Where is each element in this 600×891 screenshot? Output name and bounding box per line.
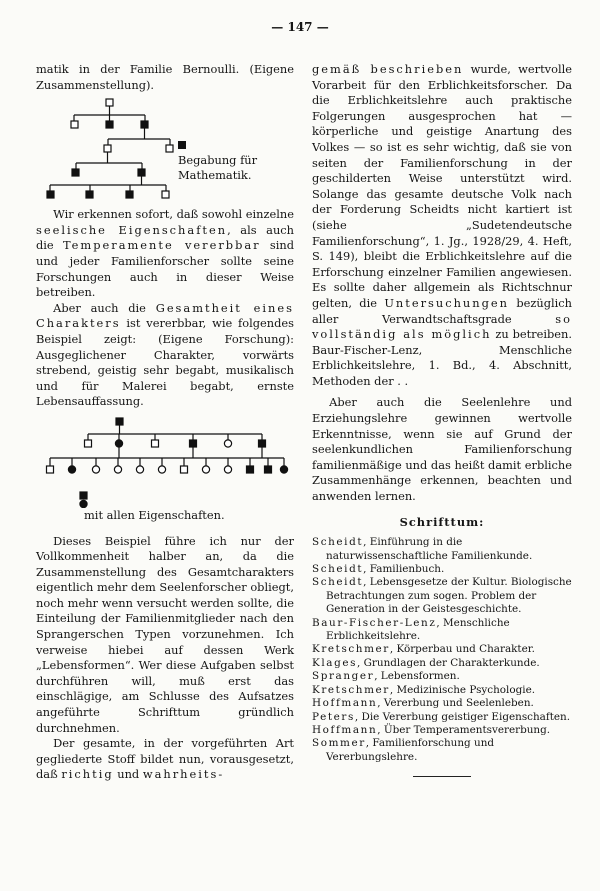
bibliography-entry [312, 711, 572, 724]
bibliography-entry [312, 697, 572, 710]
bibliography-title: , Familienforschung und Vererbungslehre. [326, 737, 495, 763]
legend-text: mit allen Eigenschaften. [84, 507, 225, 522]
paragraph-bernoulli-caption: matik in der Familie Bernoulli. (Eigene Zusammenstellung). [36, 62, 294, 92]
pedigree-bernoulli [36, 97, 294, 207]
bibliography-entry [312, 643, 572, 656]
paragraph-psychology: Aber auch die Seelenlehre und Erziehungslehre gewinnen wertvolle Erkenntnisse, wenn sie auf Grund der seelenkundlichen Familienforschung familienmäßige und das heißt damit erbliche Zusammenhänge erkennen, beachten und anwenden lernen. [312, 395, 572, 504]
paragraph-heredity-research: gemäß beschrieben wurde, wertvolle Vorarbeit für den Erblichkeitsforscher. Da die Erblichkeitslehre auch praktische Folgerungen ausgesprochen hat — körperliche und geistige Anartung des Volkes — so ist es sehr wichtig, daß sie von seiten der Familienforschung in der geschilderten Weise unterstützt wird. Solange das gesamte deutsche Volk nach der Forderung Scheidts nicht kartiert ist (siehe „Sudetendeutsche Familienforschung“, 1. Jg., 1928/29, 4. Heft, S. 149), bleibt die Erblichkeitslehre auf die Erforschung einzelner Familien angewiesen. Es sollte daher allgemein als Richtschnur gelten, die Untersuchungen bezüglich aller Verwandtschaftsgrade so vollständig als möglich zu betreiben. Baur-Fischer-Lenz, Menschliche Erblichkeitslehre, 1. Bd., 4. Abschnitt, Methoden der . . [312, 62, 572, 388]
bibliography-entry [312, 684, 572, 697]
bibliography-heading: Schrifttum: [399, 514, 485, 529]
bibliography-author: Kretschmer [312, 643, 390, 656]
bibliography-title: , Über Temperamentsvererbung. [377, 723, 551, 736]
bibliography-author: Baur-Fischer-Lenz [312, 616, 437, 629]
bibliography-author: Scheidt [312, 536, 364, 549]
bibliography-entry [312, 536, 572, 563]
bibliography-title: , Menschliche Erblichkeitslehre. [326, 616, 510, 643]
bibliography-title: , Körperbau und Charakter. [389, 643, 535, 656]
bibliography-entry [312, 657, 572, 670]
bibliography-title: , Familienbuch. [363, 563, 445, 576]
bibliography-entry [312, 563, 572, 576]
bibliography-author: Kretschmer [312, 683, 390, 696]
bibliography-author: Scheidt [312, 576, 364, 589]
bibliography-title: , Medizinische Psychologie. [389, 683, 536, 696]
pedigree-character-chart [40, 416, 290, 508]
bibliography-author: Spranger [312, 670, 375, 683]
bibliography-author: Peters [312, 710, 355, 723]
bibliography-author: Sommer [312, 737, 366, 750]
pedigree-bernoulli-legend [178, 137, 298, 184]
bibliography-entry [312, 576, 572, 616]
pedigree-bernoulli-chart [46, 97, 176, 207]
bibliography-author: Klages [312, 656, 358, 669]
bibliography-title: , Die Vererbung geistiger Eigenschaften. [354, 710, 571, 723]
paragraph-completeness: Dieses Beispiel führe ich nur der Vollkommenheit halber an, da die Zusammenstellung des Gesamtcharakters eigentlich mehr dem Seelenforscher obliegt, noch mehr wenn versucht werden sollte, die Einteilung der Familienmitglieder nach den Sprangerschen Typen vorzunehmen. Ich verweise hiebei auf dessen Werk „Lebensformen“. Wer diese Aufgaben selbst durchführen will, muß erst das einschlägige, am Schlusse des Aufsatzes angeführte Schrifttum gründlich durchnehmen. [36, 533, 294, 735]
pedigree-character [36, 416, 294, 512]
bibliography-list [312, 536, 572, 764]
right-column [312, 62, 572, 777]
pedigree-character-legend [84, 508, 294, 524]
left-column [36, 62, 294, 783]
bibliography-title: , Lebensgesetze der Kultur. Biologische Betrachtungen zum sogen. Problem der Generation in der Geistesgeschichte. [326, 576, 572, 616]
page-number: — 147 — [271, 20, 329, 34]
bibliography-title: , Lebensformen. [374, 670, 460, 683]
bibliography-entry [312, 737, 572, 764]
filled-square-icon [178, 141, 186, 149]
bibliography-title: , Vererbung und Seelenleben. [377, 697, 534, 710]
closing-rule [413, 776, 471, 777]
bibliography-title: , Einführung in die naturwissenschaftliche Familienkunde. [326, 536, 533, 562]
paragraph-inheritance: Wir erkennen sofort, daß sowohl einzelne seelische Eigenschaften, als auch die Temperamente vererbbar sind und jeder Familienforscher sollte seine Forschungen auch in dieser Weise betreiben. [36, 207, 295, 300]
paragraph-material: Der gesamte, in der vorgeführten Art gegliederte Stoff bildet nun, vorausgesetzt, daß richtig und wahrheits- [36, 736, 294, 782]
bibliography-title: , Grundlagen der Charakterkunde. [357, 656, 540, 669]
bibliography-author: Hoffmann [312, 723, 378, 736]
bibliography-author: Scheidt [312, 563, 364, 576]
bibliography-entry [312, 724, 572, 737]
bibliography-entry [312, 617, 572, 644]
bibliography-author: Hoffmann [312, 697, 378, 710]
paragraph-character: Aber auch die Gesamtheit eines Charakters ist vererbbar, wie folgendes Beispiel zeigt: (Eigene Forschung): Ausgeglichener Charakter, vorwärts strebend, geistig sehr begabt, musikalisch und für Malerei begabt, ernste Lebensauffassung. [36, 300, 294, 409]
bibliography-entry [312, 670, 572, 683]
legend-text: Begabung für Mathematik. [178, 152, 258, 183]
pedigree-node-male-unaffected [106, 99, 113, 106]
